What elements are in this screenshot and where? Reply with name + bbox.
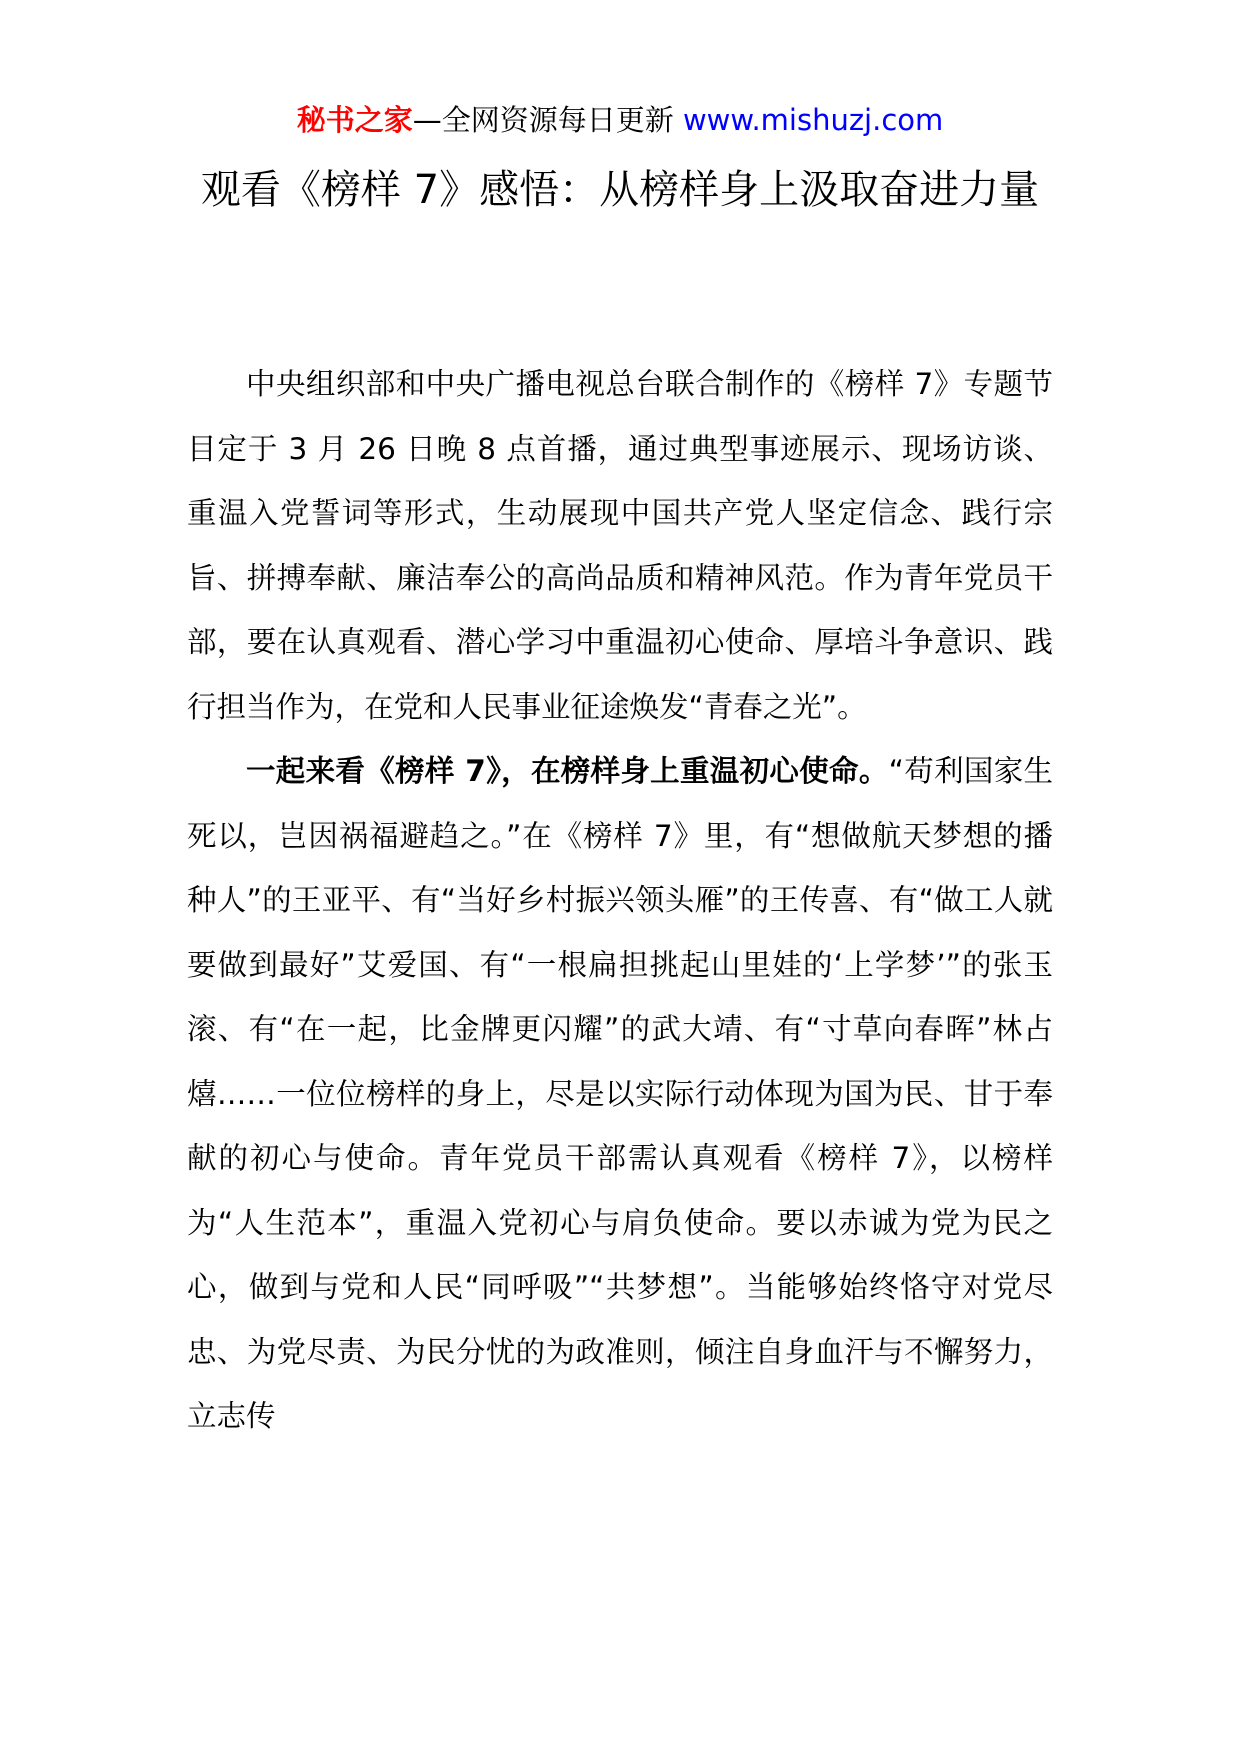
paragraph: [187, 739, 1053, 1449]
paragraph: [187, 352, 1053, 739]
paragraph-text: “苟利国家生死以，岂因祸福避趋之。”在《榜样 7》里，有“想做航天梦想的播种人”的王亚平、有“当好乡村振兴领头雁”的王传喜、有“做工人就要做到最好”艾爱国、有“一根扁担挑起山里娃的‘上学梦’”的张玉滚、有“在一起，比金牌更闪耀”的武大靖、有“寸草向春晖”林占熺……一位位榜样的身上，尽是以实际行动体现为国为民、甘于奉献的初心与使命。青年党员干部需认真观看《榜样 7》，以榜样为“人生范本”，重温入党初心与肩负使命。要以赤诚为党为民之心，做到与党和人民“同呼吸”“共梦想”。当能够始终恪守对党尽忠、为党尽责、为民分忧的为政准则，倾注自身血汗与不懈努力，立志传: [187, 754, 1054, 1433]
site-name: 秘书之家: [296, 103, 413, 137]
site-url-link[interactable]: www.mishuzj.com: [682, 103, 944, 137]
document-body: [187, 352, 1053, 1449]
document-title: 观看《榜样 7》感悟：从榜样身上汲取奋进力量: [200, 167, 1040, 213]
site-tagline: —全网资源每日更新: [412, 103, 683, 137]
paragraph-lead: 一起来看《榜样 7》，在榜样身上重温初心使命。: [246, 754, 889, 788]
paragraph-text: 中央组织部和中央广播电视总台联合制作的《榜样 7》专题节目定于 3 月 26 日晚 8 点首播，通过典型事迹展示、现场访谈、重温入党誓词等形式，生动展现中国共产党人坚定信念、践行宗旨、拼搏奉献、廉洁奉公的高尚品质和精神风范。作为青年党员干部，要在认真观看、潜心学习中重温初心使命、厚培斗争意识、践行担当作为，在党和人民事业征途焕发“青春之光”。: [187, 367, 1053, 724]
site-header: [0, 100, 1240, 140]
